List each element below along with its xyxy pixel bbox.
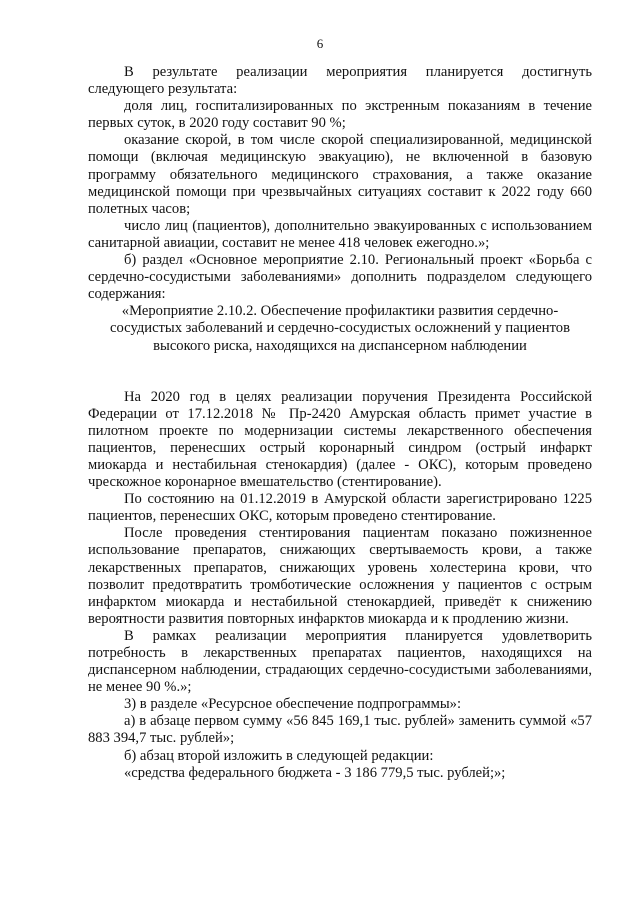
paragraph: На 2020 год в целях реализации поручения Президента Российской Федерации от 17.12.2018 № Пр-2420 Амурская область примет участие в пилотном проекте по модернизации системы лекарственного обеспечения пациентов, перенесших острый коронарный синдром (острый инфаркт миокарда и нестабильная стенокардия) (далее - ОКС), которым проведено чрескожное коронарное вмешательство (стентирование).: [88, 388, 592, 491]
paragraph: а) в абзаце первом сумму «56 845 169,1 тыс. рублей» заменить суммой «57 883 394,7 тыс. рублей»;: [88, 713, 592, 747]
page-number: 6: [316, 36, 324, 51]
document-body: [88, 64, 592, 782]
paragraph: доля лиц, госпитализированных по экстренным показаниям в течение первых суток, в 2020 году составит 90 %;: [88, 98, 592, 132]
paragraph: После проведения стентирования пациентам показано пожизненное использование препаратов, снижающих свертываемость крови, а также лекарственных препаратов, снижающих уровень холестерина крови, что позволит предотвратить тромботические осложнения у пациентов с острым инфарктом миокарда и нестабильной стенокардией, приведёт к снижению вероятности развития повторных инфарктов миокарда и к продлению жизни.: [88, 525, 592, 627]
paragraph: 3) в разделе «Ресурсное обеспечение подпрограммы»:: [124, 696, 461, 713]
paragraph: б) раздел «Основное мероприятие 2.10. Региональный проект «Борьба с сердечно-сосудистыми заболеваниями» дополнить подразделом следующего содержания:: [88, 252, 592, 303]
paragraph: В результате реализации мероприятия планируется достигнуть следующего результата:: [88, 64, 592, 98]
paragraph: оказание скорой, в том числе скорой специализированной, медицинской помощи (включая медицинскую эвакуацию), не включенной в базовую программу обязательного медицинского страхования, а также оказание медицинской помощи при чрезвычайных ситуациях составит к 2022 году 660 полетных часов;: [88, 132, 592, 217]
paragraph: В рамках реализации мероприятия планируется удовлетворить потребность в лекарственных препаратах пациентов, находящихся на диспансерном наблюдении, страдающих сердечно-сосудистыми заболеваниями, не менее 90 %.»;: [88, 627, 592, 696]
paragraph: «средства федерального бюджета - 3 186 779,5 тыс. рублей;»;: [124, 764, 506, 781]
subsection-heading: «Мероприятие 2.10.2. Обеспечение профилактики развития сердечно-сосудистых заболеваний и сердечно-сосудистых осложнений у пациентов высокого риска, находящихся на диспансерном наблюдении: [110, 303, 570, 354]
paragraph: По состоянию на 01.12.2019 в Амурской области зарегистрировано 1225 пациентов, перенесших ОКС, которым проведено стентирование.: [88, 491, 592, 525]
spacer: [88, 355, 592, 389]
paragraph: число лиц (пациентов), дополнительно эвакуированных с использованием санитарной авиации, составит не менее 418 человек ежегодно.»;: [88, 217, 592, 251]
paragraph: б) абзац второй изложить в следующей редакции:: [124, 747, 434, 764]
